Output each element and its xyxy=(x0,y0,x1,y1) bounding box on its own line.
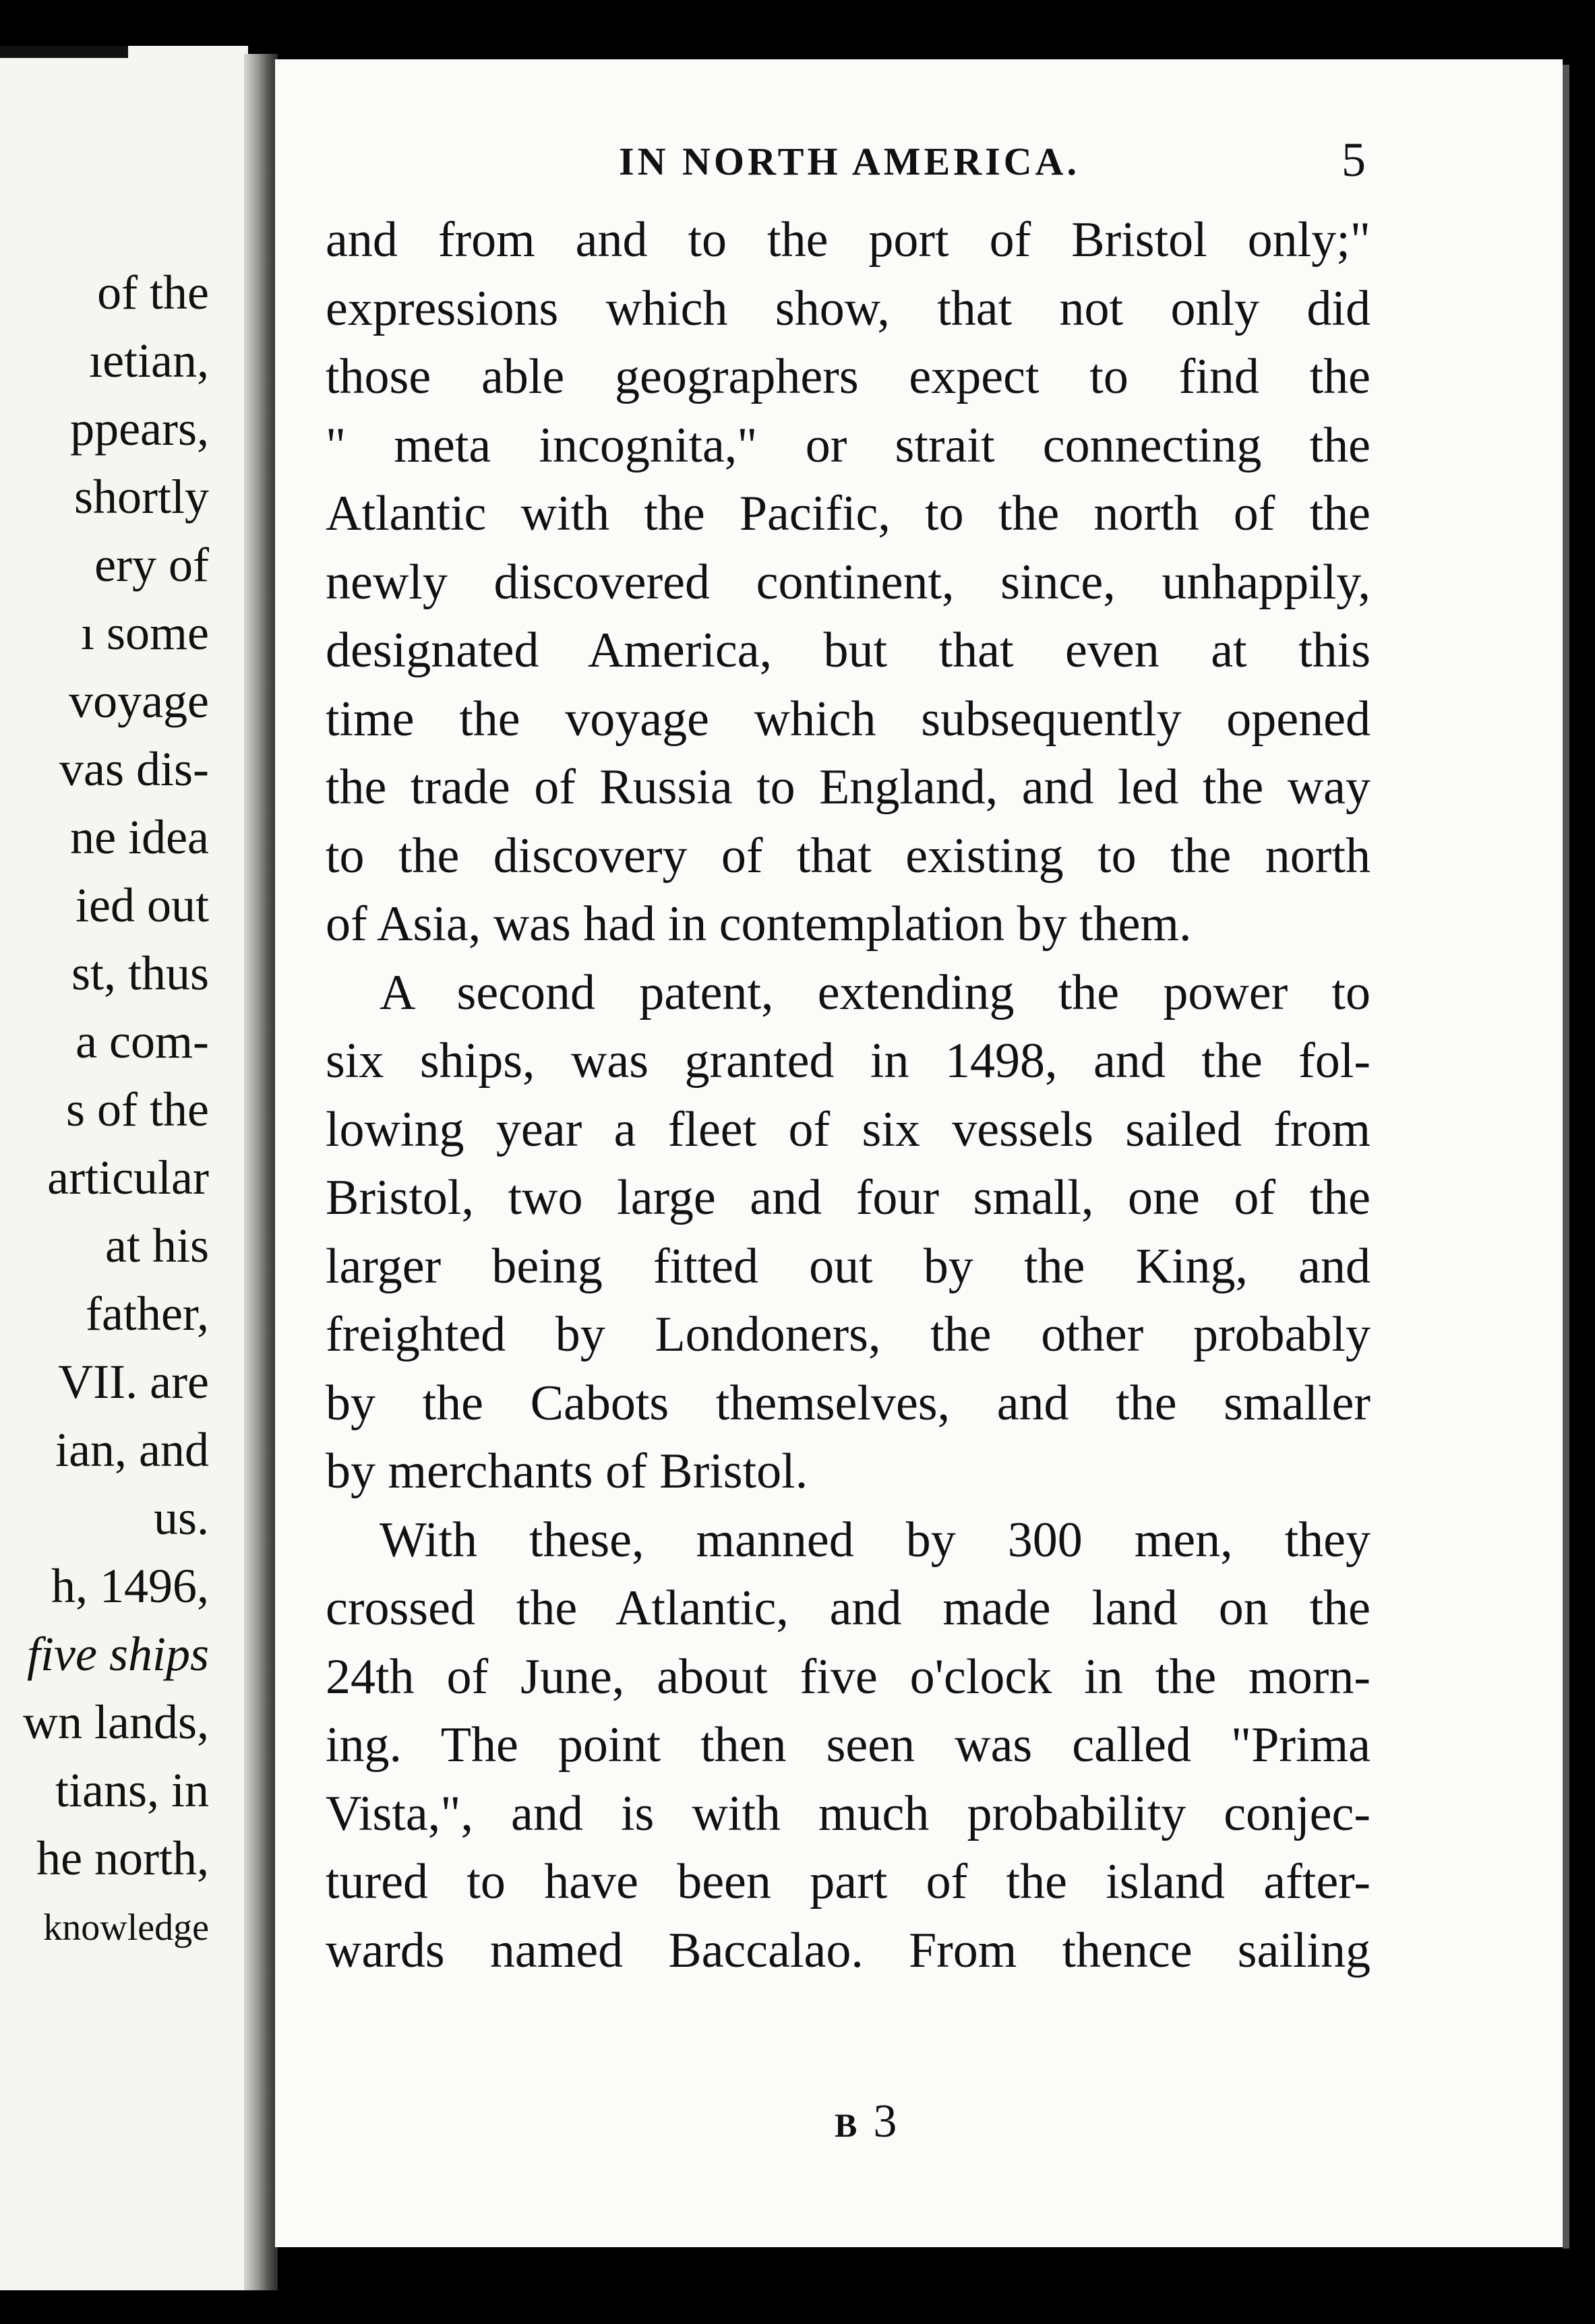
page-number: 5 xyxy=(1342,133,1366,187)
left-line: wn lands, xyxy=(23,1695,209,1749)
text-line: tured to have been part of the island after- xyxy=(326,1854,1371,1909)
text-line: and from and to the port of Bristol only;" xyxy=(326,212,1371,268)
left-line: ian, and xyxy=(55,1423,209,1477)
signature-letter: B xyxy=(835,2106,857,2144)
left-line: ery of xyxy=(94,538,209,592)
left-line: knowledge xyxy=(43,1907,209,1949)
text-line: expressions which show, that not only did xyxy=(326,280,1371,336)
text-line: 24th of June, about five o'clock in the morn- xyxy=(326,1649,1371,1705)
running-head: IN NORTH AMERICA. xyxy=(619,140,1080,183)
left-line: voyage xyxy=(69,674,209,728)
left-page-tab xyxy=(0,46,128,58)
left-line: VII. are xyxy=(58,1355,209,1409)
text-line: Atlantic with the Pacific, to the north of the xyxy=(326,486,1371,541)
text-line: freighted by Londoners, the other probably xyxy=(326,1307,1371,1362)
text-line: crossed the Atlantic, and made land on the xyxy=(326,1581,1371,1636)
body-text xyxy=(326,206,1371,1985)
left-line: ıetian, xyxy=(89,334,209,388)
text-line: by the Cabots themselves, and the smaller xyxy=(326,1375,1371,1431)
book-gutter xyxy=(244,54,278,2290)
text-line: larger being fitted out by the King, and xyxy=(326,1238,1371,1294)
left-line: ı some xyxy=(81,606,209,660)
text-line: With these, manned by 300 men, they xyxy=(380,1512,1371,1568)
left-line: he north, xyxy=(36,1831,209,1885)
left-line: us. xyxy=(153,1491,209,1545)
text-line: the trade of Russia to England, and led the way xyxy=(326,760,1371,815)
text-line: six ships, was granted in 1498, and the fol- xyxy=(326,1033,1371,1089)
text-line: of Asia, was had in contemplation by them. xyxy=(326,896,1192,952)
left-line: ppears, xyxy=(70,402,209,456)
text-line: lowing year a fleet of six vessels sailed from xyxy=(326,1101,1371,1157)
left-line: h, 1496, xyxy=(51,1559,209,1613)
left-line: s of the xyxy=(66,1082,209,1136)
text-line: " meta incognita," or strait connecting the xyxy=(326,417,1371,473)
left-line: a com- xyxy=(76,1014,209,1068)
left-line: at his xyxy=(105,1219,209,1273)
left-line: ne idea xyxy=(70,810,209,864)
text-line: by merchants of Bristol. xyxy=(326,1444,808,1499)
left-line: father, xyxy=(86,1287,209,1341)
text-line: those able geographers expect to find the xyxy=(326,349,1371,404)
left-line: articular xyxy=(47,1151,209,1204)
signature-mark xyxy=(835,2095,897,2149)
text-line: time the voyage which subsequently opened xyxy=(326,691,1371,747)
text-line: Vista,", and is with much probability conjec- xyxy=(326,1785,1371,1841)
text-line: ing. The point then seen was called "Prima xyxy=(326,1717,1371,1773)
left-line: five ships xyxy=(27,1627,209,1681)
left-line: vas dis- xyxy=(59,742,209,796)
text-line: designated America, but that even at this xyxy=(326,623,1371,678)
left-line: shortly xyxy=(73,470,209,524)
signature-number: 3 xyxy=(873,2096,897,2147)
left-line: ied out xyxy=(76,878,209,932)
left-line: st, thus xyxy=(71,946,209,1000)
text-line: newly discovered continent, since, unhappily, xyxy=(326,554,1371,610)
left-line: of the xyxy=(97,266,209,319)
text-line: Bristol, two large and four small, one of the xyxy=(326,1170,1371,1225)
left-page-fragment xyxy=(0,46,248,2290)
text-line: A second patent, extending the power to xyxy=(380,965,1371,1020)
right-page xyxy=(275,59,1563,2247)
page-edge-shadow xyxy=(1563,65,1569,2249)
text-line: to the discovery of that existing to the north xyxy=(326,828,1371,884)
text-line: wards named Baccalao. From thence sailing xyxy=(326,1922,1371,1978)
left-line: tians, in xyxy=(55,1763,209,1817)
